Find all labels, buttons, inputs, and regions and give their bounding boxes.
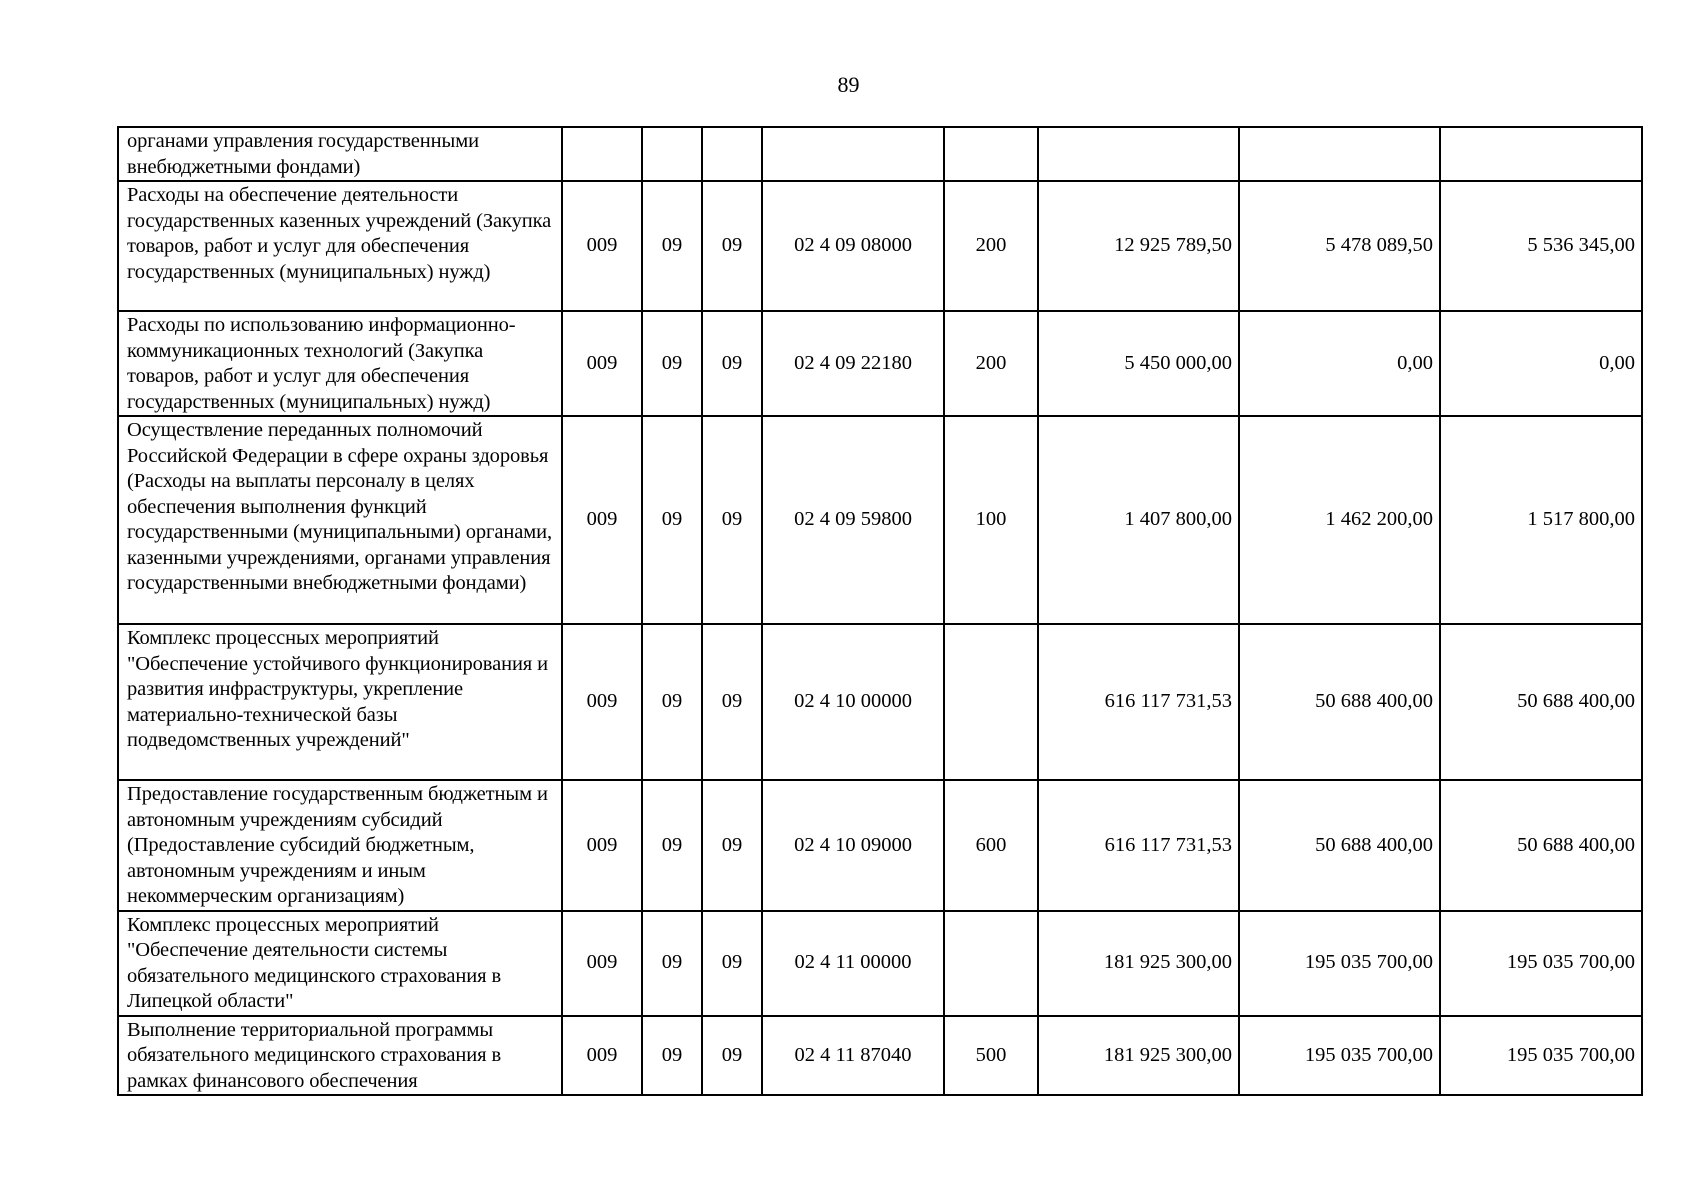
section-code-cell: 09 [642, 780, 702, 911]
target-article-cell: 02 4 09 59800 [762, 416, 944, 624]
amount-1-cell: 1 407 800,00 [1038, 416, 1239, 624]
table-row [118, 181, 1642, 311]
expense-type-cell: 600 [944, 780, 1038, 911]
row-name-cell: Расходы по использованию информационно-коммуникационных технологий (Закупка товаров, работ и услуг для обеспечения государственных (муниципальных) нужд) [118, 311, 562, 416]
amount-3-cell: 50 688 400,00 [1440, 624, 1642, 780]
amount-1-cell: 5 450 000,00 [1038, 311, 1239, 416]
table-row [118, 311, 1642, 416]
subsection-code-cell: 09 [702, 624, 762, 780]
budget-table [117, 126, 1643, 1096]
table-row [118, 416, 1642, 624]
target-article-cell: 02 4 11 87040 [762, 1016, 944, 1096]
amount-2-cell: 50 688 400,00 [1239, 624, 1440, 780]
section-code-cell: 09 [642, 416, 702, 624]
ministry-code-cell: 009 [562, 311, 642, 416]
expense-type-cell: 500 [944, 1016, 1038, 1096]
target-article-cell: 02 4 09 08000 [762, 181, 944, 311]
page-number: 89 [837, 72, 860, 97]
row-name-cell: Расходы на обеспечение деятельности государственных казенных учреждений (Закупка товаров, работ и услуг для обеспечения государственных (муниципальных) нужд) [118, 181, 562, 311]
amount-1-cell: 181 925 300,00 [1038, 911, 1239, 1016]
row-name-cell: Предоставление государственным бюджетным и автономным учреждениям субсидий (Предоставление субсидий бюджетным, автономным учреждениям и иным некоммерческим организациям) [118, 780, 562, 911]
ministry-code-cell: 009 [562, 780, 642, 911]
expense-type-cell: 200 [944, 311, 1038, 416]
table-row [118, 624, 1642, 780]
expense-type-cell [944, 911, 1038, 1016]
amount-1-cell: 181 925 300,00 [1038, 1016, 1239, 1096]
amount-2-cell: 0,00 [1239, 311, 1440, 416]
target-article-cell: 02 4 10 09000 [762, 780, 944, 911]
amount-1-cell: 12 925 789,50 [1038, 181, 1239, 311]
expense-type-cell [944, 624, 1038, 780]
target-article-cell [762, 127, 944, 181]
amount-2-cell: 195 035 700,00 [1239, 1016, 1440, 1096]
table-row [118, 780, 1642, 911]
row-name-cell: Комплекс процессных мероприятий "Обеспечение устойчивого функционирования и развития инфраструктуры, укрепление материально-технической базы подведомственных учреждений" [118, 624, 562, 780]
subsection-code-cell: 09 [702, 416, 762, 624]
section-code-cell: 09 [642, 311, 702, 416]
amount-2-cell: 1 462 200,00 [1239, 416, 1440, 624]
ministry-code-cell: 009 [562, 181, 642, 311]
row-name-cell: Осуществление переданных полномочий Российской Федерации в сфере охраны здоровья (Расходы на выплаты персоналу в целях обеспечения выполнения функций государственными (муниципальными) органами, казенными учреждениями, органами управления государственными внебюджетными фондами) [118, 416, 562, 624]
subsection-code-cell [702, 127, 762, 181]
ministry-code-cell: 009 [562, 911, 642, 1016]
amount-3-cell: 195 035 700,00 [1440, 911, 1642, 1016]
subsection-code-cell: 09 [702, 311, 762, 416]
row-name-cell: Выполнение территориальной программы обязательного медицинского страхования в рамках финансового обеспечения [118, 1016, 562, 1096]
subsection-code-cell: 09 [702, 780, 762, 911]
expense-type-cell: 200 [944, 181, 1038, 311]
expense-type-cell [944, 127, 1038, 181]
ministry-code-cell: 009 [562, 1016, 642, 1096]
amount-1-cell [1038, 127, 1239, 181]
row-name-cell: Комплекс процессных мероприятий "Обеспечение деятельности системы обязательного медицинского страхования в Липецкой области" [118, 911, 562, 1016]
subsection-code-cell: 09 [702, 911, 762, 1016]
section-code-cell: 09 [642, 181, 702, 311]
amount-2-cell [1239, 127, 1440, 181]
table-row [118, 1016, 1642, 1096]
section-code-cell: 09 [642, 1016, 702, 1096]
ministry-code-cell [562, 127, 642, 181]
expense-type-cell: 100 [944, 416, 1038, 624]
amount-3-cell [1440, 127, 1642, 181]
section-code-cell: 09 [642, 624, 702, 780]
row-name-cell: органами управления государственными внебюджетными фондами) [118, 127, 562, 181]
target-article-cell: 02 4 09 22180 [762, 311, 944, 416]
amount-2-cell: 5 478 089,50 [1239, 181, 1440, 311]
amount-2-cell: 195 035 700,00 [1239, 911, 1440, 1016]
amount-3-cell: 195 035 700,00 [1440, 1016, 1642, 1096]
ministry-code-cell: 009 [562, 416, 642, 624]
amount-3-cell: 0,00 [1440, 311, 1642, 416]
target-article-cell: 02 4 11 00000 [762, 911, 944, 1016]
ministry-code-cell: 009 [562, 624, 642, 780]
amount-1-cell: 616 117 731,53 [1038, 780, 1239, 911]
table-row [118, 911, 1642, 1016]
amount-3-cell: 50 688 400,00 [1440, 780, 1642, 911]
target-article-cell: 02 4 10 00000 [762, 624, 944, 780]
table-row [118, 127, 1642, 181]
amount-3-cell: 1 517 800,00 [1440, 416, 1642, 624]
amount-2-cell: 50 688 400,00 [1239, 780, 1440, 911]
subsection-code-cell: 09 [702, 1016, 762, 1096]
amount-1-cell: 616 117 731,53 [1038, 624, 1239, 780]
section-code-cell [642, 127, 702, 181]
subsection-code-cell: 09 [702, 181, 762, 311]
amount-3-cell: 5 536 345,00 [1440, 181, 1642, 311]
section-code-cell: 09 [642, 911, 702, 1016]
